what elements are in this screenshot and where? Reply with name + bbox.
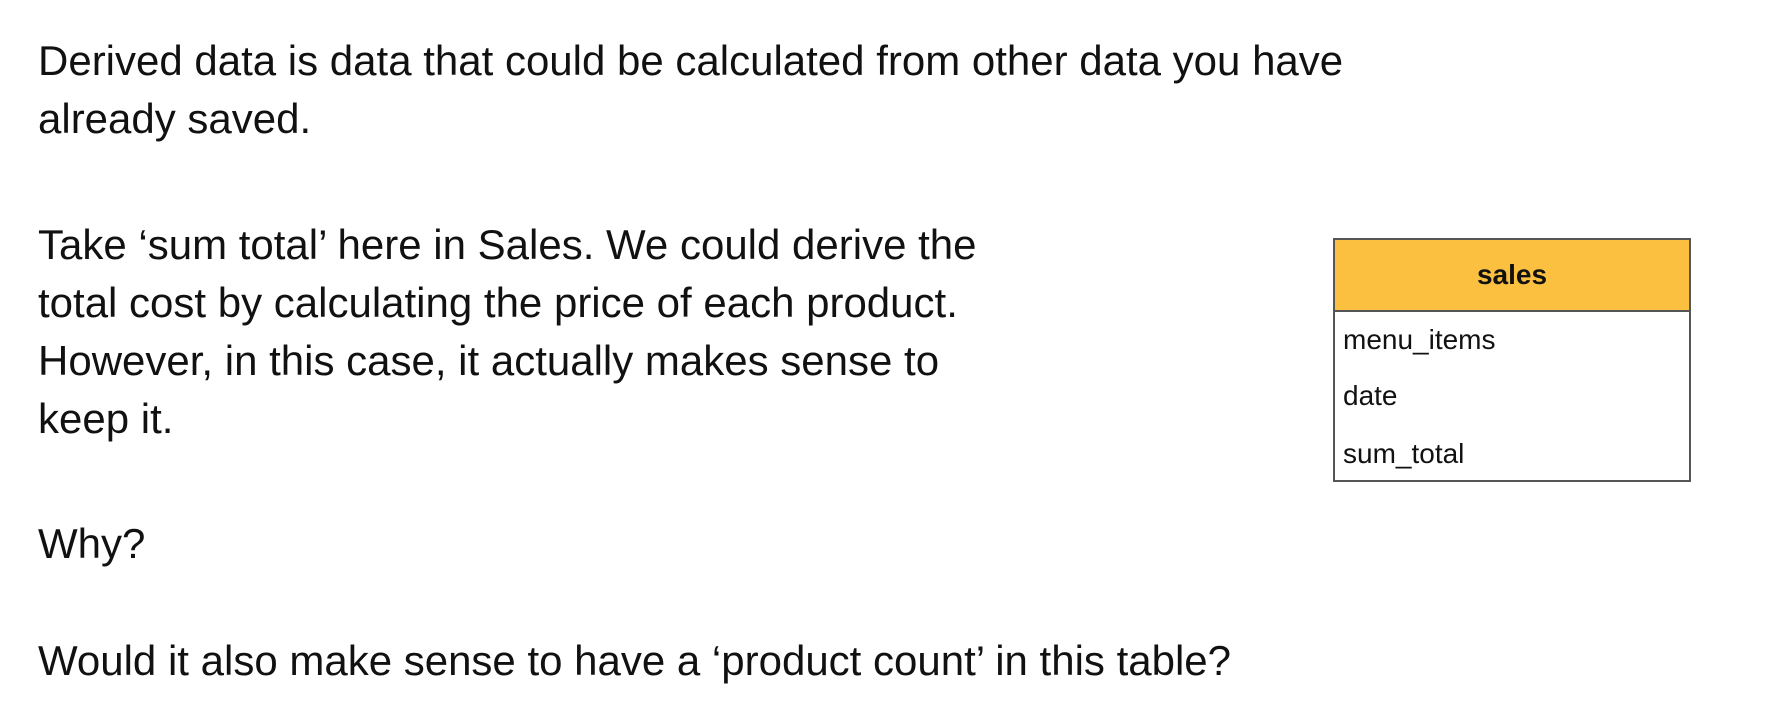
entity-field-menu-items: menu_items	[1343, 324, 1496, 355]
question-product-count: Would it also make sense to have a ‘product count’ in this table?	[38, 637, 1232, 684]
example-paragraph	[38, 216, 976, 448]
intro-paragraph	[38, 32, 1343, 148]
sales-entity-table	[1333, 238, 1691, 482]
intro-line-2: already saved.	[38, 95, 312, 142]
entity-header: sales	[1335, 240, 1689, 312]
example-line-4: keep it.	[38, 395, 174, 442]
question-why: Why?	[38, 520, 146, 567]
intro-line-1: Derived data is data that could be calculated from other data you have	[38, 37, 1344, 84]
entity-field-sum-total: sum_total	[1343, 438, 1465, 469]
entity-field-date: date	[1343, 380, 1398, 411]
example-line-1: Take ‘sum total’ here in Sales. We could derive the	[38, 221, 977, 268]
example-line-2: total cost by calculating the price of each product.	[38, 279, 958, 326]
example-line-3: However, in this case, it actually makes sense to	[38, 337, 940, 384]
